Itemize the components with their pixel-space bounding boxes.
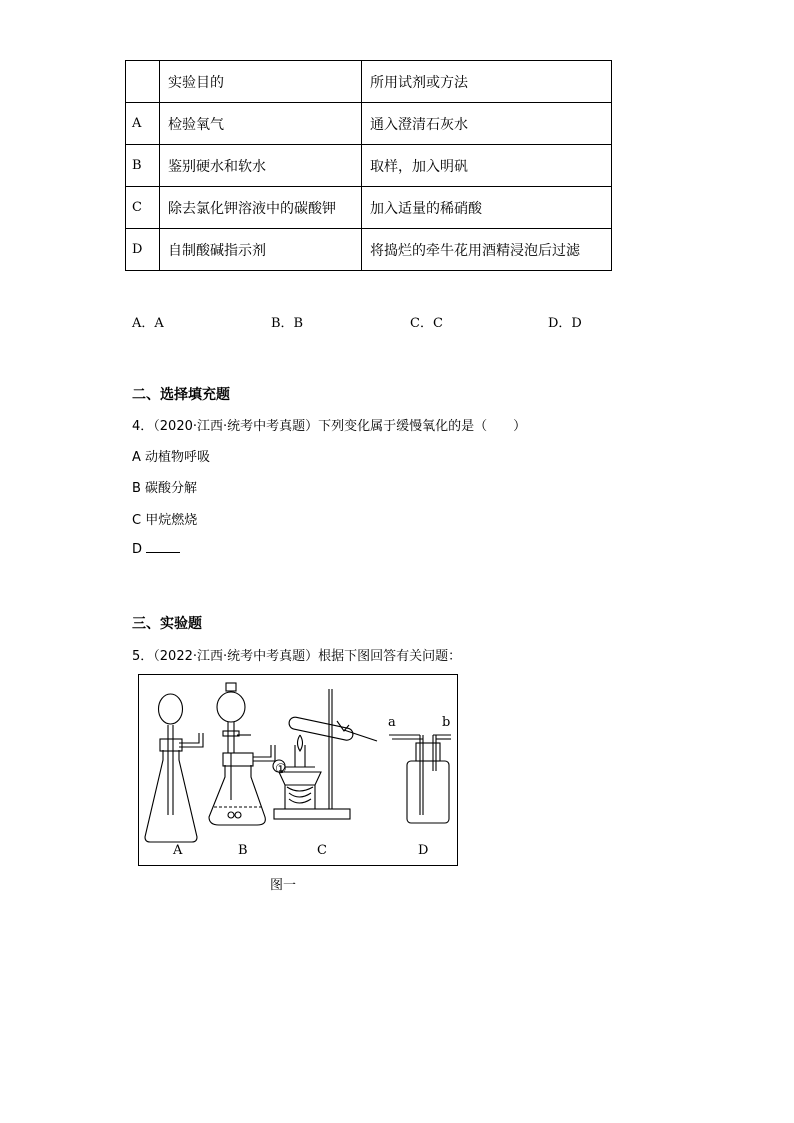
- apparatus-d-bottle: [389, 735, 451, 823]
- table-row: [126, 187, 612, 229]
- q4-option-c[interactable]: C 甲烷燃烧: [132, 513, 198, 528]
- figure-label-d: D: [418, 843, 429, 858]
- apparatus-c-setup: [273, 689, 377, 819]
- table-cell: 将捣烂的牵牛花用酒精浸泡后过滤: [362, 229, 612, 271]
- table-cell: D: [126, 229, 160, 271]
- table-row: [126, 145, 612, 187]
- figure-label-c: C: [317, 843, 327, 858]
- q4-option-d-label: D: [132, 542, 143, 557]
- apparatus-drawing: [139, 675, 457, 865]
- section-heading-2: 二、选择填充题: [132, 387, 230, 403]
- table-header-row: [126, 61, 612, 103]
- part-marker: ①: [275, 762, 287, 777]
- q4-option-d[interactable]: [132, 540, 180, 557]
- apparatus-a-flask: [145, 694, 203, 842]
- apparatus-b-flask: [209, 683, 275, 825]
- apparatus-figure: [138, 674, 458, 866]
- q3-option-d[interactable]: D．D: [548, 316, 582, 331]
- table-header-cell: 所用试剂或方法: [362, 61, 612, 103]
- figure-label-b: B: [238, 843, 248, 858]
- section-heading-3: 三、实验题: [132, 616, 202, 632]
- port-label-a: a: [388, 715, 396, 730]
- q3-option-c[interactable]: C．C: [410, 316, 443, 331]
- table-cell: 取样，加入明矾: [362, 145, 612, 187]
- answer-blank[interactable]: [146, 540, 180, 553]
- table-row: [126, 229, 612, 271]
- table-cell: C: [126, 187, 160, 229]
- table-row: [126, 103, 612, 145]
- table-cell: 鉴别硬水和软水: [160, 145, 362, 187]
- q5-stem: 5．（2022·江西·统考中考真题）根据下图回答有关问题：: [132, 649, 462, 664]
- q4-option-a[interactable]: A 动植物呼吸: [132, 450, 211, 465]
- port-label-b: b: [442, 715, 451, 730]
- q3-option-b[interactable]: B．B: [271, 316, 304, 331]
- q3-option-a[interactable]: A．A: [132, 316, 164, 331]
- table-cell: A: [126, 103, 160, 145]
- table-cell: 除去氯化钾溶液中的碳酸钾: [160, 187, 362, 229]
- table-header-cell: 实验目的: [160, 61, 362, 103]
- q4-option-b[interactable]: B 碳酸分解: [132, 481, 198, 496]
- figure-label-a: A: [173, 843, 183, 858]
- table-cell: 加入适量的稀硝酸: [362, 187, 612, 229]
- figure-caption: 图一: [270, 878, 297, 893]
- table-cell: 通入澄清石灰水: [362, 103, 612, 145]
- table-cell: B: [126, 145, 160, 187]
- table-cell: 检验氧气: [160, 103, 362, 145]
- table-cell: 自制酸碱指示剂: [160, 229, 362, 271]
- question-table: [125, 60, 612, 271]
- table-header-cell: [126, 61, 160, 103]
- q4-stem: 4．（2020·江西·统考中考真题）下列变化属于缓慢氧化的是（ ）: [132, 419, 527, 434]
